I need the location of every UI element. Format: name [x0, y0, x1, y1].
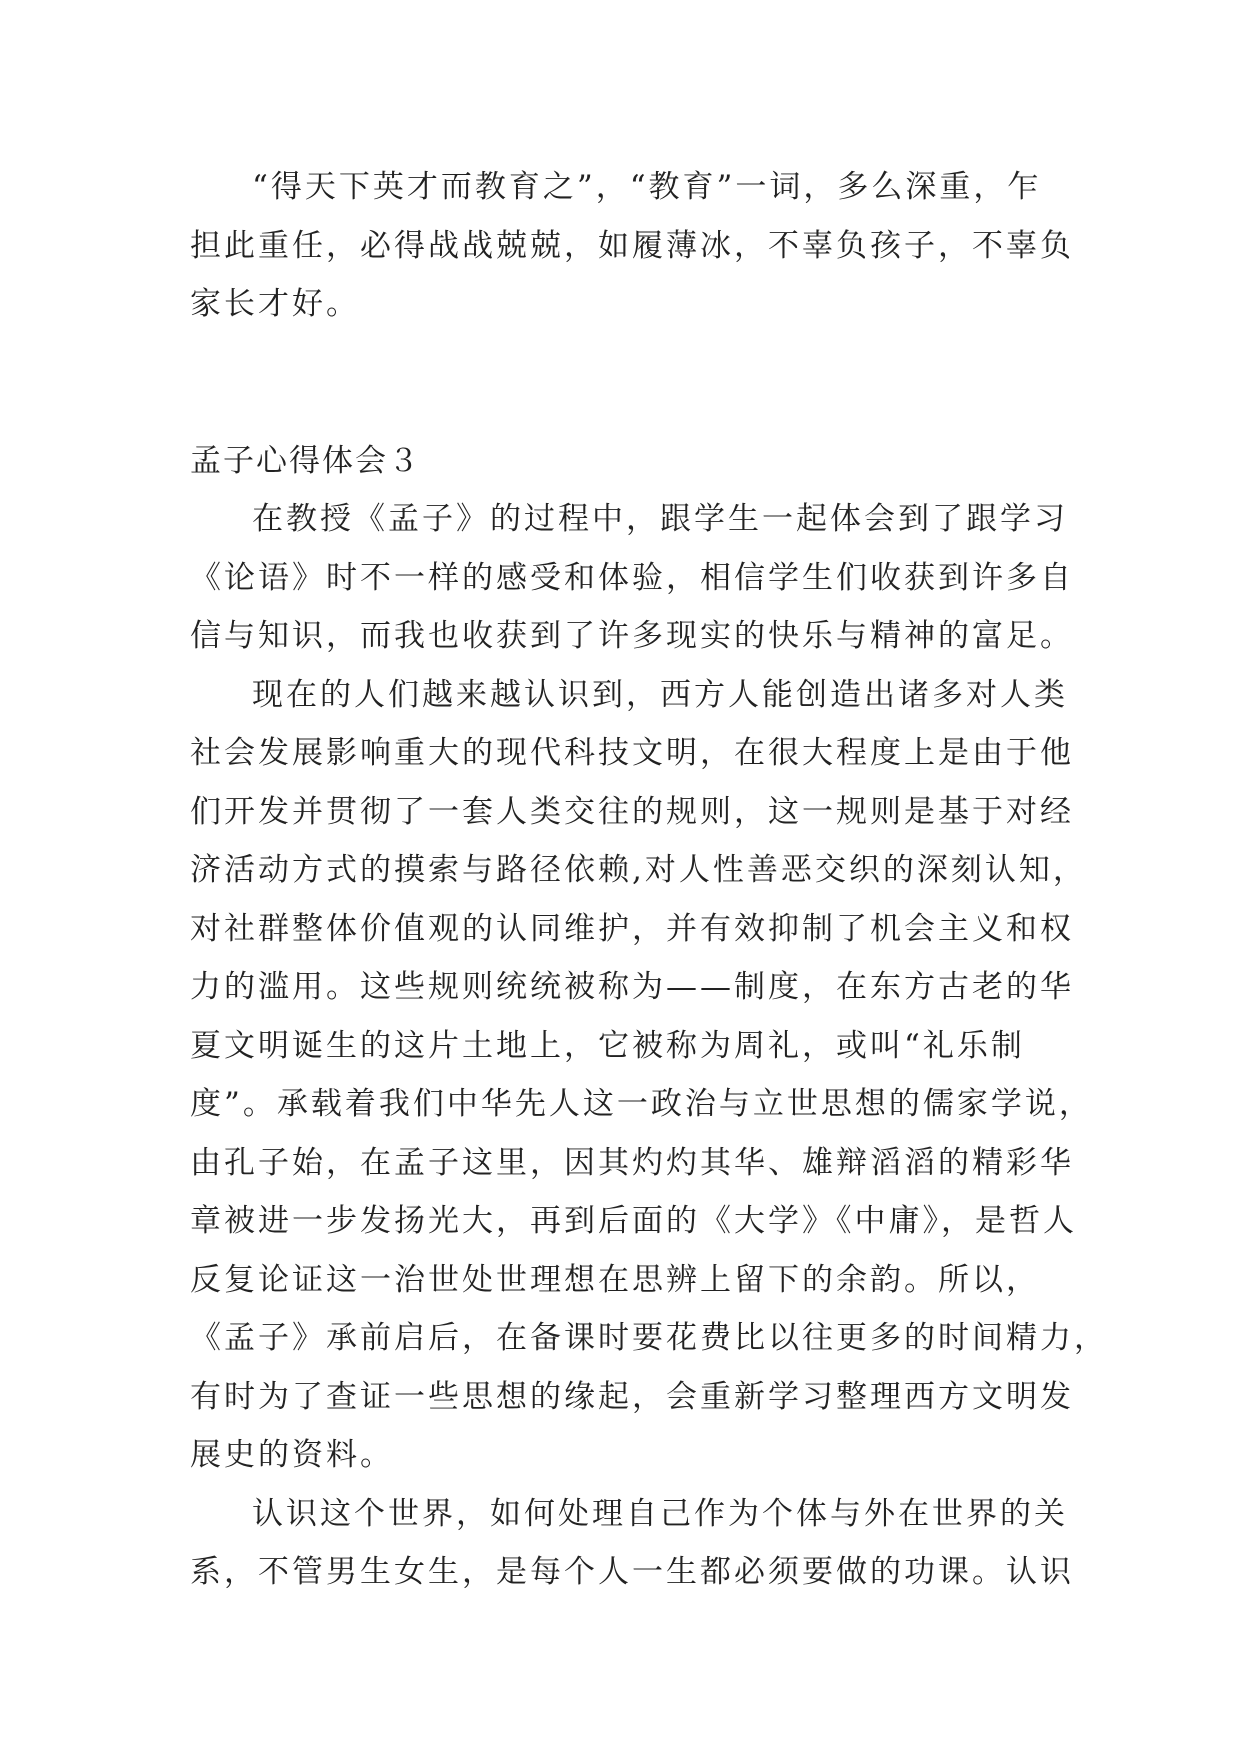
section-title: 孟子心得体会３ — [190, 442, 421, 479]
paragraph-3-line-2: 系，不管男生女生，是每个人一生都必须要做的功课。认识 — [190, 1554, 1074, 1590]
paragraph-2-line-2: 社会发展影响重大的现代科技文明，在很大程度上是由于他 — [190, 735, 1074, 771]
intro-line-2: 担此重任，必得战战兢兢，如履薄冰，不辜负孩子，不辜负 — [190, 227, 1074, 264]
document-body — [190, 158, 1108, 1602]
paragraph-1 — [190, 490, 1074, 666]
paragraph-2-line-3: 们开发并贯彻了一套人类交往的规则，这一规则是基于对经 — [190, 793, 1074, 830]
paragraph-2-line-4: 济活动方式的摸索与路径依赖,对人性善恶交织的深刻认知， — [190, 852, 1087, 888]
intro-paragraph — [190, 158, 1074, 334]
paragraph-2-line-10: 章被进一步发扬光大，再到后面的《大学》《中庸》，是哲人 — [190, 1203, 1077, 1239]
paragraph-2-line-1: 现在的人们越来越认识到，西方人能创造出诸多对人类 — [252, 676, 1068, 713]
paragraph-2-line-14: 展史的资料。 — [190, 1437, 394, 1473]
paragraph-2-line-9: 由孔子始，在孟子这里，因其灼灼其华、雄辩滔滔的精彩华 — [190, 1144, 1074, 1181]
paragraph-2-line-12: 《孟子》承前启后，在备课时要花费比以往更多的时间精力， — [190, 1320, 1108, 1356]
paragraph-1-line-1: 在教授《孟子》的过程中，跟学生一起体会到了跟学习 — [252, 501, 1068, 537]
paragraph-1-line-3: 信与知识，而我也收获到了许多现实的快乐与精神的富足。 — [190, 618, 1074, 654]
paragraph-2-line-8: 度”。承载着我们中华先人这一政治与立世思想的儒家学说， — [190, 1086, 1093, 1122]
paragraph-2-line-13: 有时为了查证一些思想的缘起，会重新学习整理西方文明发 — [190, 1378, 1074, 1415]
paragraph-1-line-2: 《论语》时不一样的感受和体验，相信学生们收获到许多自 — [190, 559, 1074, 596]
paragraph-2-line-11: 反复论证这一治世处世理想在思辨上留下的余韵。所以， — [190, 1261, 1040, 1298]
paragraph-2-line-6: 力的滥用。这些规则统统被称为——制度，在东方古老的华 — [190, 969, 1074, 1005]
paragraph-2 — [190, 666, 1108, 1485]
paragraph-2-line-5: 对社群整体价值观的认同维护，并有效抑制了机会主义和权 — [190, 910, 1074, 947]
paragraph-3-line-1: 认识这个世界，如何处理自己作为个体与外在世界的关 — [252, 1495, 1068, 1532]
paragraph-2-line-7: 夏文明诞生的这片土地上，它被称为周礼，或叫“礼乐制 — [190, 1027, 1025, 1064]
intro-line-3: 家长才好。 — [190, 286, 360, 322]
intro-line-1: “得天下英才而教育之”，“教育”一词，多么深重，乍 — [252, 169, 1042, 205]
paragraph-3 — [190, 1485, 1074, 1602]
section-spacer — [190, 334, 1070, 432]
